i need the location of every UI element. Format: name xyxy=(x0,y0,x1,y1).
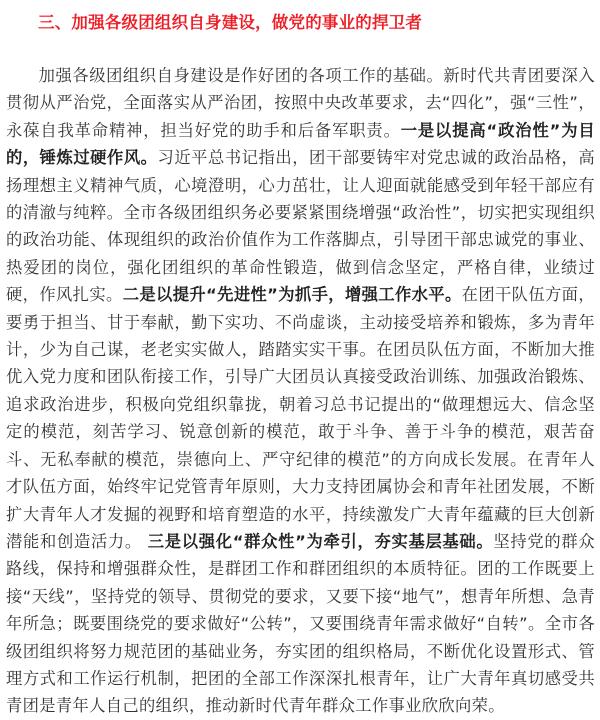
paragraph-intro: 加强各级团组织自身建设是作好团的各项工作的基础。新时代共青团要深入贯彻从严治党，全面落实从严治团，按照中央改革要求，去“四化”，强“三性”，永葆自我革命精神，担当好党的助手和后备军职责。 xyxy=(6,66,595,140)
point-one-heading: 一是以提高“政治性”为目的，锤炼过硬作风。 xyxy=(6,120,595,168)
point-three-body: 坚持党的群众路线，保持和增强群众性，是群团工作和群团组织的本质特征。团的工作既要上接“天线”，坚持党的领导、贯彻党的要求，又要下接“地气”，想青年所想、急青年所急；既要围绕党的要求做好“公转”，又要围绕青年需求做好“自转”。全市各级团组织将努力规范团的基础业务，夯实团的组织格局，不断优化设置形式、管理方式和工作运行机制，把团的全部工作深深扎根青年，让广大青年真切感受共青团是青年人自己的组织，推动新时代青年群众工作事业欣欣向荣。 xyxy=(6,531,595,716)
point-one-body: 习近平总书记指出，团干部要铸牢对党忠诚的政治品格，高扬理想主义精神气质，心境澄明，心力茁壮，让人迎面就能感受到年轻干部应有的清澈与纯粹。全市各级团组织务必要紧紧围绕增强“政治性”，切实把实现组织的政治功能、体现组织的政治价值作为工作落脚点，引导团干部忠诚党的事业、热爱团的岗位，强化团组织的革命性锻造，做到信念坚定，严格自律，业绩过硬，作风扎实。 xyxy=(6,148,595,305)
point-three-heading: 三是以强化“群众性”为牵引，夯实基层基础。 xyxy=(147,531,494,551)
section-heading: 三、加强各级团组织自身建设，做党的事业的捍卫者 xyxy=(38,13,423,32)
point-two-body: 在团干队伍方面，要勇于担当、甘于奉献，勤下实功、不尚虚谈，主动接受培养和锻炼，多为青年计，少为自己谋，老老实实做人，踏踏实实干事。在团员队伍方面，不断加大推优入党力度和团队衔接工作，引导广大团员认真接受政治训练、加强政治锻炼、追求政治进步，积极向党组织靠拢，朝着习总书记提出的“做理想远大、信念坚定的模范，刻苦学习、锐意创新的模范，敢于斗争、善于斗争的模范，艰苦奋斗、无私奉献的模范，崇德向上、严守纪律的模范”的方向成长发展。在青年人才队伍方面，始终牢记党管青年原则，大力支持团属协会和青年社团发展，不断扩大青年人才发掘的视野和培育塑造的水平，持续激发广大青年蕴藏的巨大创新潜能和创造活力。 xyxy=(6,285,595,551)
body-paragraph xyxy=(6,62,595,720)
point-two-heading: 二是以提升“先进性”为抓手，增强工作水平。 xyxy=(122,285,462,305)
